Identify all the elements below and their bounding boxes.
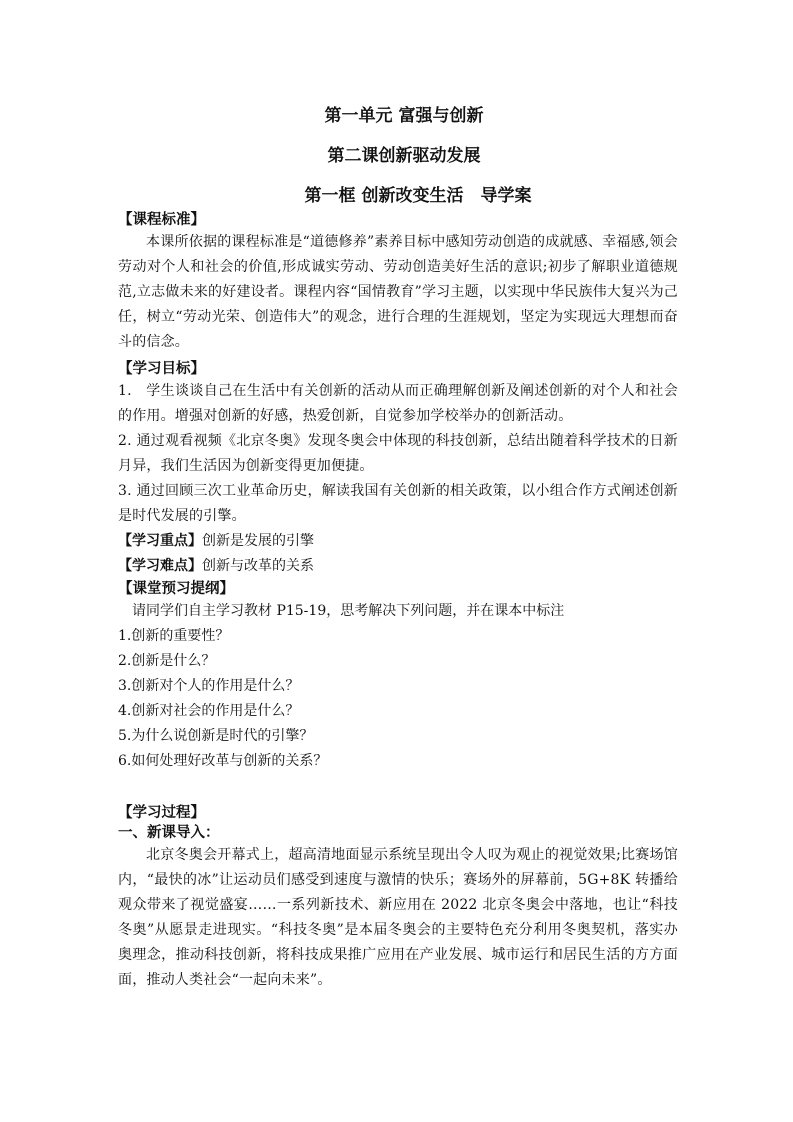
curriculum-body: 本课所依据的课程标准是“道德修养”素养目标中感知劳动创造的成就感、幸福感,领会劳动对个人和社会的价值,形成诚实劳动、劳动创造美好生活的意识;初步了解职业道德规范,立志做未来的好建设者。课程内容“国情教育”学习主题，以实现中华民族伟大复兴为己任，树立“劳动光荣、创造伟大”的观念，进行合理的生涯规划，坚定为实现远大理想而奋斗的信念。 — [118, 234, 678, 350]
focus-heading: 【学习重点】 — [118, 533, 202, 549]
spacer — [118, 774, 678, 799]
difficulty-heading: 【学习难点】 — [118, 558, 202, 574]
objective-item-3: 3. 通过回顾三次工业革命历史，解读我国有关创新的相关政策，以小组合作方式阐述创新是时代发展的引擎。 — [118, 483, 678, 524]
unit-title: 第一单元 富强与创新 — [324, 106, 484, 126]
preview-section — [118, 579, 678, 774]
preview-question-3: 3.创新对个人的作用是什么？ — [118, 678, 300, 694]
objective-item-2: 2. 通过观看视频《北京冬奥》发现冬奥会中体现的科技创新，总结出随着科学技术的日新月异，我们生活因为创新变得更加便捷。 — [118, 433, 678, 474]
process-heading: 【学习过程】 — [118, 804, 205, 821]
preview-question-2: 2.创新是什么？ — [118, 653, 216, 669]
preview-heading: 【课堂预习提纲】 — [118, 580, 234, 597]
objective-item-1: 1. 学生谈谈自己在生活中有关创新的活动从而正确理解创新及阐述创新的对个人和社会的作用。增强对创新的好感，热爱创新，自觉参加学校举办的创新活动。 — [118, 383, 678, 424]
lesson-title: 第二课创新驱动发展 — [327, 146, 481, 166]
difficulty-text: 创新与改革的关系 — [202, 558, 314, 574]
process-body: 北京冬奥会开幕式上，超高清地面显示系统呈现出令人叹为观止的视觉效果;比赛场馆内，“最快的冰”让运动员们感受到速度与激情的快乐；赛场外的屏幕前，5G+8K 转播给观众带来了视觉盛宴……一系列新技术、新应用在 2022 北京冬奥会中落地，也让“科技冬奥”从愿景走进现实。“科技冬奥”是本届冬奥会的主要特色充分利用冬奥契机，落实办奥理念，推动科技创新，将科技成果推广应用在产业发展、城市运行和居民生活的方方面面，推动人类社会“一起向未来”。 — [118, 847, 678, 988]
preview-question-6: 6.如何处理好改革与创新的关系？ — [118, 753, 328, 769]
process-section — [118, 803, 678, 993]
difficulty-line — [118, 554, 678, 579]
curriculum-section — [118, 210, 678, 355]
preview-question-1: 1.创新的重要性？ — [118, 628, 230, 644]
preview-intro: 请同学们自主学习教材 P15-19，思考解决下列问题，并在课本中标注 — [132, 603, 565, 619]
focus-text: 创新是发展的引擎 — [202, 533, 314, 549]
focus-line — [118, 529, 678, 554]
preview-question-5: 5.为什么说创新是时代的引擎？ — [118, 728, 314, 744]
preview-question-4: 4.创新对社会的作用是什么？ — [118, 703, 300, 719]
curriculum-heading: 【课程标准】 — [118, 211, 205, 228]
objectives-heading: 【学习目标】 — [118, 360, 205, 377]
frame-title: 第一框 创新改变生活 导学案 — [304, 186, 532, 206]
process-subheading: 一、新课导入： — [118, 824, 220, 841]
document-page — [118, 100, 678, 993]
objectives-section — [118, 359, 678, 529]
